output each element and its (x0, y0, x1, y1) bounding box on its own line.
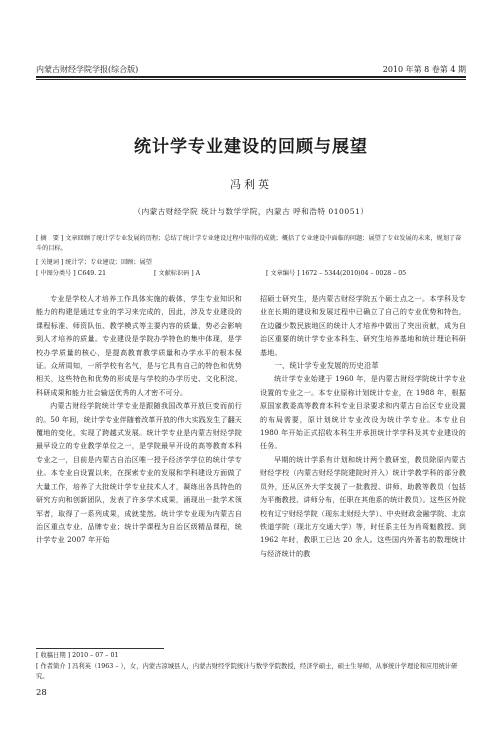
page-number: 28 (36, 688, 47, 698)
body-column-left (36, 292, 242, 547)
body-paragraph: 内蒙古财经学院统计学专业是跟随我国改革开放巨变而前行的。50 年间，统计学专业伴随着改革开放的伟大实践发生了翻天覆地的变化，实现了跨越式发展。统计学专业是内蒙古财经学院最早设立的专业教学单位之一，是学院最早开设的高等教育本科专业之一，目前是内蒙古自治区唯一授予经济学学位的统计学专业。本专业自设置以来，在探索专业的发展和学科建设方面做了大量工作，培养了大批统计学专业技术人才，凝练出各具特色的研究方向和创新团队，发表了许多学术成果，涌现出一批学术领军者，取得了一系列成果，成就斐然。统计学专业现为内蒙古自治区重点专业、品牌专业；统计学课程为自治区级精品课程，统计学专业 2007 年开始 (36, 401, 242, 545)
keywords-label: [ 关键词 ] (36, 259, 64, 266)
footnote-author-bio: [ 作者简介 ] 冯利英（1963 – ），女，内蒙古凉城县人，内蒙古财经学院统计与数学学院教授，经济学硕士，硕士生导师，从事统计学理论和应用统计研究。 (36, 663, 458, 680)
article-author: 冯利英 (230, 178, 272, 191)
classification-line (36, 268, 466, 277)
class-number: [ 中图分类号 ] C649. 21 (36, 270, 107, 277)
body-paragraph: 招硕士研究生，是内蒙古财经学院五个硕士点之一。本学科及专业在长期的建设和发展过程中已确立了自己的专业优势和特色，在边疆少数民族地区的统计人才培养中做出了突出贡献，成为自治区重要的统计学专业本科生、研究生培养基地和统计理论科研基地。 (260, 294, 466, 357)
header-rule (36, 76, 466, 78)
body-column-right (260, 292, 466, 560)
author-affiliation: （内蒙古财经学院 统计与数学学院，内蒙古 呼和浩特 010051） (133, 207, 369, 216)
keywords-text: 统计学；专业建设；回顾；展望 (65, 259, 152, 266)
footnote-received: [ 收稿日期 ] 2010 – 07 – 01 (36, 652, 119, 659)
keywords (36, 258, 466, 268)
footnote-rule (36, 648, 164, 649)
issue-info: 2010 年第 8 卷第 4 期 (382, 65, 466, 74)
running-header (36, 64, 466, 75)
body-paragraph: 统计学专业始建于 1960 年，是内蒙古财经学院统计学专业设置的专业之一。本专业原称计划统计专业，在 1988 年，根据原国家教委高等教育本科专业目录要求和内蒙古自治区专业设置的布局需要，原计划统计专业改设为统计学专业。本专业自 1980 年开始正式招收本科生并承担统计学学科及其专业建设的任务。 (260, 374, 466, 451)
article-title: 统计学专业建设的回顾与展望 (134, 137, 368, 157)
article-number: [ 文章编号 ] 1672 – 5344(2010)04 – 0028 – 05 (266, 270, 407, 277)
abstract-label: [ 摘 要 ] (36, 235, 64, 242)
section-heading: 一、统计学专业发展的历史沿革 (274, 361, 379, 371)
header-rule-thin (36, 79, 466, 80)
body-paragraph: 专业是学校人才培养工作具体实施的载体，学生专业知识和能力的构建是通过专业的学习来完成的，因此，涉及专业建设的课程标准、师资队伍、教学模式等主要内容的质量，势必会影响到人才培养的质量。专业建设是学院办学特色的集中体现，是学校办学质量的核心，是提高教育教学质量和办学水平的根本保证。众所周知，一所学校有名气，是与它具有自己的特色和优势相关，这些特色和优势的形成是与学校的办学历史、文化积淀、科研成果和能力社会输送优秀的人才密不可分。 (36, 294, 242, 397)
body-paragraph: 早期的统计学系有计划和统计两个教研室，教员除原内蒙古财经学校（内蒙古财经学院建院时并入）统计学教学科的部分教员外，还从区外大学支援了一批教授、讲师、助教等教员（包括为平衡教授、讲师分布，任职在其他系的统计教员）。这些区外院校有辽宁财经学院（现东北财经大学）、中央财政金融学院、北京铁道学院（现北方交通大学）等，时任系主任为肖鸾魁教授。到 1962 年时，教职工已达 20 余人。这些国内外著名的数理统计与经济统计的教 (260, 454, 466, 558)
journal-name: 内蒙古财经学院学报(综合版) (36, 65, 139, 74)
abstract (36, 234, 466, 253)
doc-code: [ 文献标识码 ] A (154, 270, 201, 277)
abstract-text: 文章回顾了统计学专业发展的历程；总结了统计学专业建设过程中取得的成就；概括了专业建设中面临的问题；展望了专业发展的未来，规划了奋斗的目标。 (36, 235, 462, 252)
